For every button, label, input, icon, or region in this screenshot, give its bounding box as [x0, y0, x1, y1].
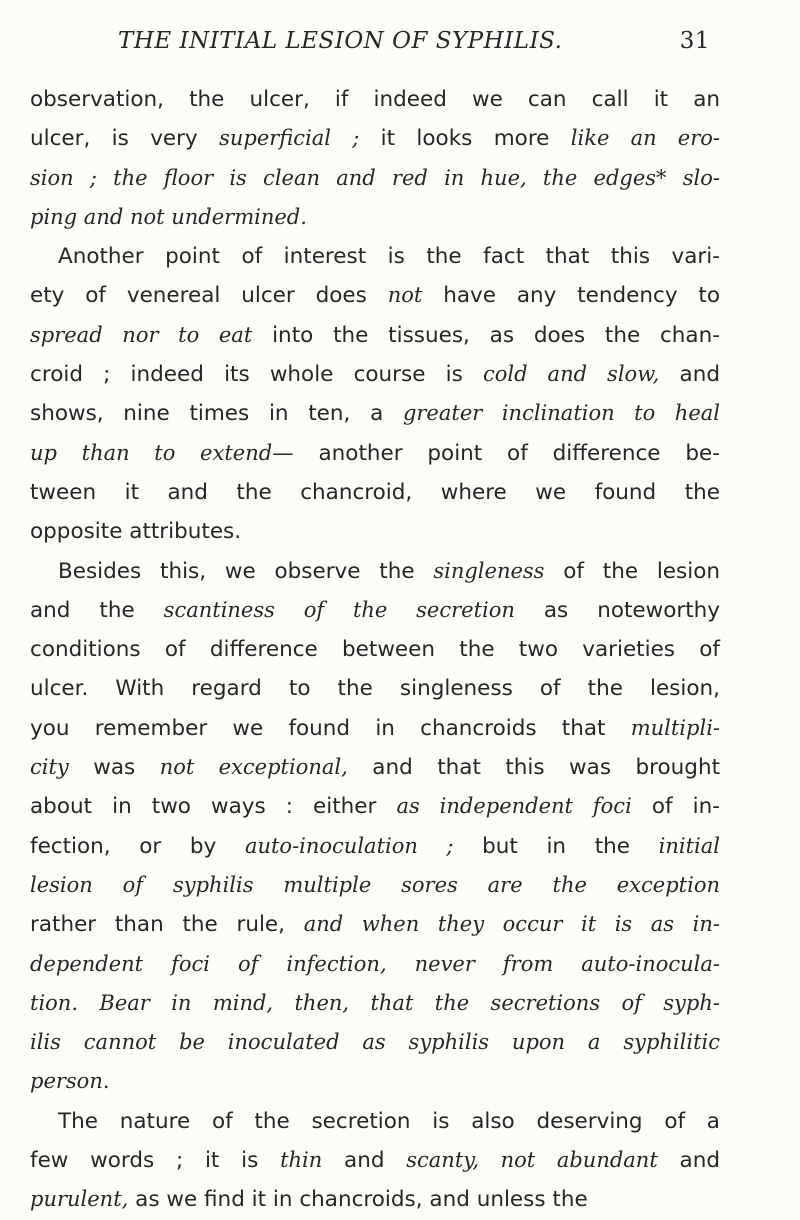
text-run: into the tissues, as does the chan- [252, 322, 720, 348]
text-run: tween it and the chancroid, where we found the [30, 479, 720, 505]
text-line [30, 1062, 720, 1101]
text-run: you remember we found in chancroids that [30, 715, 631, 741]
text-line [30, 355, 720, 394]
text-run: ulcer. With regard to the singleness of the lesion, [30, 676, 720, 702]
italic-text: sion ; the floor is clean and red in hue, the edges* slo- [30, 165, 720, 190]
italic-text: singleness [433, 558, 545, 583]
italic-text: spread nor to eat [30, 322, 253, 347]
text-run: conditions of difference between the two varieties of [30, 637, 720, 663]
text-line [30, 709, 720, 748]
page-number: 31 [679, 28, 710, 54]
text-run: of in- [631, 794, 720, 820]
italic-text: scanty, not abundant [406, 1148, 658, 1173]
text-line [30, 630, 720, 669]
text-line [30, 434, 720, 473]
running-header [118, 28, 718, 64]
italic-text: initial [658, 833, 720, 858]
text-line [30, 945, 720, 984]
italic-text: thin [280, 1148, 323, 1173]
text-run: ulcer, is very [30, 126, 220, 152]
text-line [30, 237, 720, 276]
italic-text: cold and slow, [482, 362, 660, 387]
italic-text: as independent foci [396, 794, 632, 819]
text-line [30, 591, 720, 630]
text-run: but in the [453, 833, 659, 859]
text-line [30, 198, 720, 237]
text-line [30, 159, 720, 198]
italic-text: purulent, [30, 1187, 129, 1212]
text-run: as noteworthy [514, 597, 721, 623]
italic-text: city [30, 755, 69, 780]
italic-text: ilis cannot be inoculated as syphilis upon a syphilitic [30, 1030, 720, 1055]
text-run: observation, the ulcer, if indeed we can call it an [30, 87, 720, 112]
italic-text: dependent foci of infection, never from auto-inocula- [30, 951, 720, 976]
text-line [30, 512, 720, 551]
text-run: The nature of the secretion is also deserving of a [58, 1108, 720, 1134]
text-line [30, 905, 720, 944]
text-line [30, 748, 720, 787]
text-run: — another point of difference be- [272, 440, 720, 466]
italic-text: greater inclination to heal [402, 401, 720, 426]
text-line [30, 827, 720, 866]
text-run: it looks more [359, 126, 571, 152]
text-run: Another point of interest is the fact that this vari- [58, 244, 720, 270]
italic-text: person. [30, 1069, 110, 1094]
text-line [30, 276, 720, 315]
text-run: ety of venereal ulcer does [30, 283, 388, 309]
italic-text: not exceptional, [159, 755, 348, 780]
text-line [30, 1102, 720, 1141]
text-line [30, 552, 720, 591]
text-line [30, 473, 720, 512]
text-run: Besides this, we observe the [58, 558, 434, 584]
italic-text: multipli- [630, 715, 720, 740]
text-line [30, 394, 720, 433]
text-run: as we find it in chancroids, and unless the [128, 1187, 588, 1213]
italic-text: lesion of syphilis multiple sores are the exception [30, 872, 720, 897]
text-run: about in two ways : either [30, 794, 397, 820]
text-run: have any tendency to [422, 283, 720, 309]
text-run: rather than the rule, [30, 912, 304, 938]
italic-text: not [387, 283, 423, 308]
text-run: opposite attributes. [30, 519, 242, 545]
text-run: and [659, 362, 720, 388]
italic-text: up than to extend [30, 440, 273, 465]
italic-text: auto-inoculation ; [244, 833, 454, 858]
text-run: and [657, 1148, 720, 1174]
text-run: and the [30, 597, 164, 623]
text-line [30, 787, 720, 826]
text-run: of the lesion [544, 558, 720, 584]
text-line [30, 866, 720, 905]
text-line [30, 669, 720, 708]
italic-text: superficial ; [219, 126, 360, 151]
text-run: fection, or by [30, 833, 245, 859]
text-line [30, 1141, 720, 1180]
text-run: shows, nine times in ten, a [30, 401, 403, 427]
italic-text: ping and not undermined. [30, 204, 307, 229]
text-line [30, 119, 720, 158]
italic-text: scantiness of the secretion [163, 597, 515, 622]
body-text [30, 80, 720, 1220]
text-run: was [68, 755, 160, 781]
text-run: few words ; it is [30, 1148, 281, 1174]
italic-text: like an ero- [570, 126, 721, 151]
running-title: THE INITIAL LESION OF SYPHILIS. [118, 28, 563, 54]
italic-text: and when they occur it is as in- [303, 912, 720, 937]
text-line [30, 1180, 720, 1219]
text-line [30, 1023, 720, 1062]
text-line [30, 80, 720, 119]
text-run: and that this was brought [347, 755, 721, 781]
text-run: and [322, 1148, 407, 1174]
text-line [30, 984, 720, 1023]
italic-text: tion. Bear in mind, then, that the secretions of syph- [30, 990, 720, 1015]
text-run: croid ; indeed its whole course is [30, 362, 483, 388]
text-line [30, 316, 720, 355]
